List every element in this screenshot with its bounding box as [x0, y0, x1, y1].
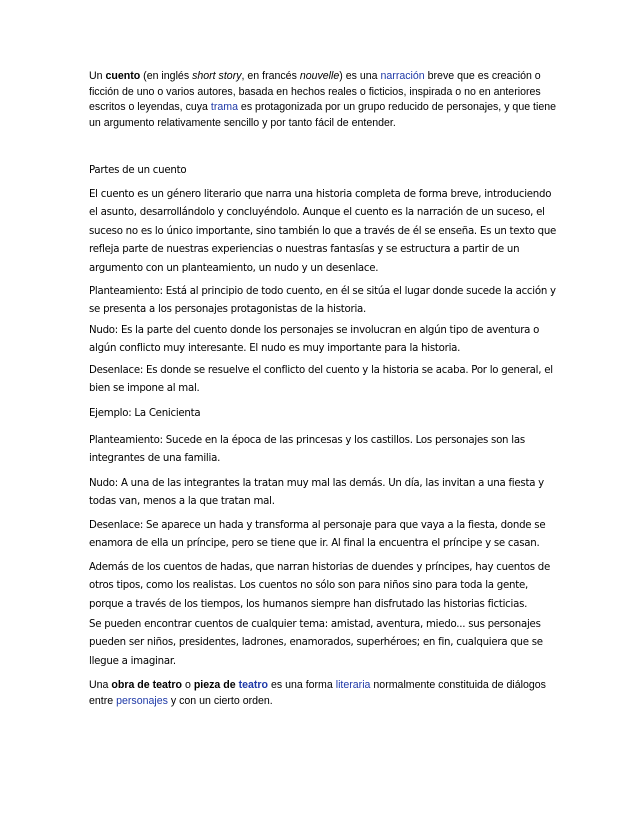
text-run: ) es una	[339, 70, 381, 82]
intro-paragraph	[89, 69, 559, 131]
paragraph-desenlace: Desenlace: Es donde se resuelve el conflicto del cuento y la historia se acaba. Por lo general, el bien se impone al mal.	[89, 365, 553, 395]
text-run: (en inglés	[140, 70, 193, 82]
link-teatro[interactable]: teatro	[238, 679, 268, 691]
text-run: normalmente constituida de diálogos entre	[89, 679, 546, 707]
paragraph-nudo: Nudo: Es la parte del cuento donde los personajes se involucran en algún tipo de aventura o algún conflicto muy interesante. El nudo es muy importante para la historia.	[89, 325, 540, 355]
italic-term: nouvelle	[299, 70, 340, 82]
bold-term-obra-de-teatro: obra de teatro	[111, 679, 183, 691]
link-trama[interactable]: trama	[210, 101, 238, 114]
text-run: , en francés	[241, 70, 300, 82]
paragraph-planteamiento: Planteamiento: Está al principio de todo cuento, en él se sitúa el lugar donde sucede la acción y se presenta a los personajes protagonistas de la historia.	[89, 286, 556, 316]
bold-term-cuento: cuento	[105, 70, 141, 82]
outro-paragraph	[89, 678, 559, 709]
text-run: es protagonizada por un grupo reducido de personajes, y que tiene un argumento relativamente sencillo y por tanto fácil de entender.	[89, 101, 557, 129]
text-run: es una forma	[268, 679, 336, 691]
link-literaria[interactable]: literaria	[335, 679, 371, 691]
paragraph-other-tales: Además de los cuentos de hadas, que narran historias de duendes y príncipes, hay cuentos de otros tipos, como los realistas. Los cuentos no sólo son para niños sino para toda la gente, porque a través de los tiempos, los humanos siempre han disfrutado las historias ficticias.	[89, 562, 551, 610]
italic-term: short story	[192, 70, 242, 82]
text-run: Un	[89, 70, 106, 82]
paragraph-example-desenlace: Desenlace: Se aparece un hada y transforma al personaje para que vaya a la fiesta, donde se enamora de ella un príncipe, pero se tiene que ir. Al final la encuentra el príncipe y se casan.	[89, 520, 546, 550]
text-run: o	[182, 679, 194, 691]
bold-term-pieza: pieza de	[193, 679, 239, 691]
text-run: Una	[89, 679, 112, 691]
paragraph-example-nudo: Nudo: A una de las integrantes la tratan muy mal las demás. Un día, las invitan a una fiesta y todas van, menos a la que tratan mal.	[89, 478, 544, 508]
text-run: y con un cierto orden.	[167, 694, 273, 707]
paragraph-definition: El cuento es un género literario que narra una historia completa de forma breve, introduciendo el asunto, desarrollándolo y concluyéndolo. Aunque el cuento es la narración de un suceso, el suceso no es lo único importante, sino también lo que a través de él se enseña. Es un texto que refleja parte de nuestras experiencias o nuestras fantasías y se estructura a partir de un argumento con un planteamiento, un nudo y un desenlace.	[89, 189, 557, 274]
text-run: breve que es creación o ficción de uno o varios autores, basada en hechos reales o ficticios, inspirada o no en anteriores escritos o leyendas, cuya	[89, 70, 541, 114]
paragraph-themes: Se pueden encontrar cuentos de cualquier tema: amistad, aventura, miedo... sus personajes pueden ser niños, presidentes, ladrones, enamorados, superhéroes; en fin, cualquiera que se llegue a imaginar.	[89, 619, 543, 667]
section-heading: Partes de un cuento	[89, 165, 187, 176]
paragraph-example-title: Ejemplo: La Cenicienta	[89, 408, 201, 419]
link-personajes[interactable]: personajes	[116, 694, 168, 707]
paragraph-example-planteamiento: Planteamiento: Sucede en la época de las princesas y los castillos. Los personajes son las integrantes de una familia.	[89, 435, 525, 465]
link-narracion[interactable]: narración	[380, 70, 425, 82]
